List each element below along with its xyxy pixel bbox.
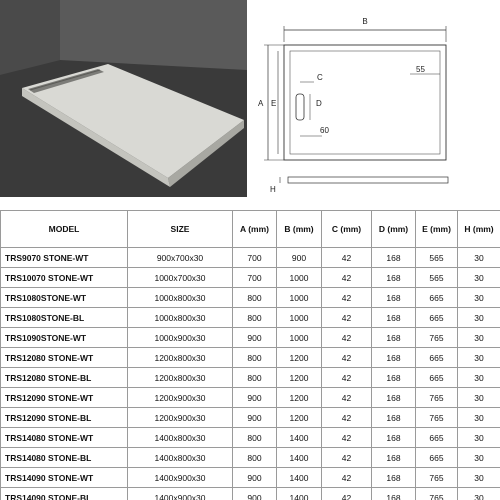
cell-size: 1400x900x30 <box>128 468 233 488</box>
cell-c: 42 <box>322 468 372 488</box>
cell-c: 42 <box>322 248 372 268</box>
cell-c: 42 <box>322 408 372 428</box>
dimension-diagram <box>250 0 500 205</box>
table-row <box>1 248 500 268</box>
cell-b: 1400 <box>277 428 322 448</box>
cell-e: 665 <box>416 428 458 448</box>
cell-c: 42 <box>322 448 372 468</box>
cell-d: 168 <box>372 348 416 368</box>
cell-e: 665 <box>416 368 458 388</box>
cell-b: 1200 <box>277 348 322 368</box>
label-e: E <box>271 99 277 108</box>
cell-a: 700 <box>233 268 277 288</box>
cell-b: 900 <box>277 248 322 268</box>
cell-c: 42 <box>322 288 372 308</box>
cell-a: 800 <box>233 308 277 328</box>
cell-size: 900x700x30 <box>128 248 233 268</box>
header-model: MODEL <box>1 211 128 248</box>
cell-d: 168 <box>372 468 416 488</box>
cell-a: 900 <box>233 388 277 408</box>
header-d: D (mm) <box>372 211 416 248</box>
cell-b: 1200 <box>277 368 322 388</box>
cell-d: 168 <box>372 388 416 408</box>
tray-side-profile <box>288 177 448 183</box>
cell-c: 42 <box>322 368 372 388</box>
cell-c: 42 <box>322 388 372 408</box>
cell-model: TRS9070 STONE-WT <box>1 248 128 268</box>
label-a: A <box>258 99 264 108</box>
cell-b: 1400 <box>277 488 322 500</box>
drain-outline <box>296 94 304 120</box>
cell-a: 900 <box>233 408 277 428</box>
cell-model: TRS12080 STONE-BL <box>1 368 128 388</box>
cell-h: 30 <box>458 468 500 488</box>
cell-d: 168 <box>372 448 416 468</box>
cell-h: 30 <box>458 448 500 468</box>
cell-a: 800 <box>233 288 277 308</box>
cell-e: 765 <box>416 408 458 428</box>
cell-e: 665 <box>416 448 458 468</box>
cell-d: 168 <box>372 268 416 288</box>
label-c: C <box>317 73 323 82</box>
cell-a: 800 <box>233 428 277 448</box>
cell-size: 1200x900x30 <box>128 408 233 428</box>
label-b: B <box>362 17 368 26</box>
table-row <box>1 288 500 308</box>
cell-h: 30 <box>458 248 500 268</box>
label-55: 55 <box>416 65 425 74</box>
cell-size: 1200x900x30 <box>128 388 233 408</box>
cell-h: 30 <box>458 428 500 448</box>
table-row <box>1 268 500 288</box>
cell-e: 765 <box>416 468 458 488</box>
header-h: H (mm) <box>458 211 500 248</box>
cell-h: 30 <box>458 348 500 368</box>
cell-h: 30 <box>458 408 500 428</box>
cell-model: TRS1090STONE-WT <box>1 328 128 348</box>
cell-h: 30 <box>458 388 500 408</box>
table-row <box>1 388 500 408</box>
label-h: H <box>270 185 276 194</box>
header-e: E (mm) <box>416 211 458 248</box>
cell-d: 168 <box>372 408 416 428</box>
cell-d: 168 <box>372 328 416 348</box>
cell-size: 1400x900x30 <box>128 488 233 500</box>
cell-a: 800 <box>233 448 277 468</box>
table-row <box>1 308 500 328</box>
cell-c: 42 <box>322 488 372 500</box>
header-a: A (mm) <box>233 211 277 248</box>
cell-e: 765 <box>416 488 458 500</box>
cell-e: 765 <box>416 388 458 408</box>
header-b: B (mm) <box>277 211 322 248</box>
cell-h: 30 <box>458 308 500 328</box>
cell-d: 168 <box>372 488 416 500</box>
cell-size: 1000x800x30 <box>128 308 233 328</box>
cell-d: 168 <box>372 368 416 388</box>
label-60: 60 <box>320 126 329 135</box>
cell-h: 30 <box>458 368 500 388</box>
table-row <box>1 448 500 468</box>
cell-e: 765 <box>416 328 458 348</box>
cell-e: 665 <box>416 308 458 328</box>
cell-size: 1200x800x30 <box>128 348 233 368</box>
tray-outline <box>284 45 446 160</box>
cell-e: 565 <box>416 268 458 288</box>
cell-model: TRS10070 STONE-WT <box>1 268 128 288</box>
cell-b: 1200 <box>277 408 322 428</box>
table-row <box>1 368 500 388</box>
cell-size: 1400x800x30 <box>128 428 233 448</box>
cell-model: TRS14090 STONE-BL <box>1 488 128 500</box>
cell-size: 1000x900x30 <box>128 328 233 348</box>
spec-table-container <box>0 210 500 500</box>
table-row <box>1 328 500 348</box>
cell-size: 1400x800x30 <box>128 448 233 468</box>
cell-e: 665 <box>416 288 458 308</box>
cell-c: 42 <box>322 308 372 328</box>
cell-d: 168 <box>372 248 416 268</box>
table-row <box>1 348 500 368</box>
cell-h: 30 <box>458 288 500 308</box>
table-header-row <box>1 211 500 248</box>
cell-b: 1200 <box>277 388 322 408</box>
cell-model: TRS12090 STONE-BL <box>1 408 128 428</box>
cell-model: TRS1080STONE-BL <box>1 308 128 328</box>
cell-a: 900 <box>233 328 277 348</box>
cell-b: 1000 <box>277 308 322 328</box>
cell-size: 1200x800x30 <box>128 368 233 388</box>
cell-a: 900 <box>233 488 277 500</box>
cell-a: 800 <box>233 368 277 388</box>
cell-a: 700 <box>233 248 277 268</box>
shower-tray-illustration <box>0 0 247 197</box>
cell-b: 1000 <box>277 328 322 348</box>
header-size: SIZE <box>128 211 233 248</box>
cell-a: 800 <box>233 348 277 368</box>
cell-d: 168 <box>372 428 416 448</box>
cell-model: TRS14080 STONE-BL <box>1 448 128 468</box>
table-row <box>1 468 500 488</box>
cell-model: TRS1080STONE-WT <box>1 288 128 308</box>
cell-e: 565 <box>416 248 458 268</box>
table-row <box>1 428 500 448</box>
cell-a: 900 <box>233 468 277 488</box>
cell-b: 1400 <box>277 468 322 488</box>
cell-model: TRS14090 STONE-WT <box>1 468 128 488</box>
table-row <box>1 488 500 500</box>
cell-d: 168 <box>372 308 416 328</box>
cell-model: TRS14080 STONE-WT <box>1 428 128 448</box>
product-photo <box>0 0 247 197</box>
cell-c: 42 <box>322 428 372 448</box>
cell-e: 665 <box>416 348 458 368</box>
header-c: C (mm) <box>322 211 372 248</box>
cell-c: 42 <box>322 328 372 348</box>
cell-b: 1000 <box>277 288 322 308</box>
cell-c: 42 <box>322 348 372 368</box>
cell-h: 30 <box>458 268 500 288</box>
cell-d: 168 <box>372 288 416 308</box>
spec-table <box>0 210 500 500</box>
cell-size: 1000x800x30 <box>128 288 233 308</box>
cell-c: 42 <box>322 268 372 288</box>
cell-b: 1400 <box>277 448 322 468</box>
cell-model: TRS12090 STONE-WT <box>1 388 128 408</box>
cell-h: 30 <box>458 328 500 348</box>
label-d: D <box>316 99 322 108</box>
cell-size: 1000x700x30 <box>128 268 233 288</box>
cell-b: 1000 <box>277 268 322 288</box>
cell-model: TRS12080 STONE-WT <box>1 348 128 368</box>
cell-h: 30 <box>458 488 500 500</box>
table-row <box>1 408 500 428</box>
